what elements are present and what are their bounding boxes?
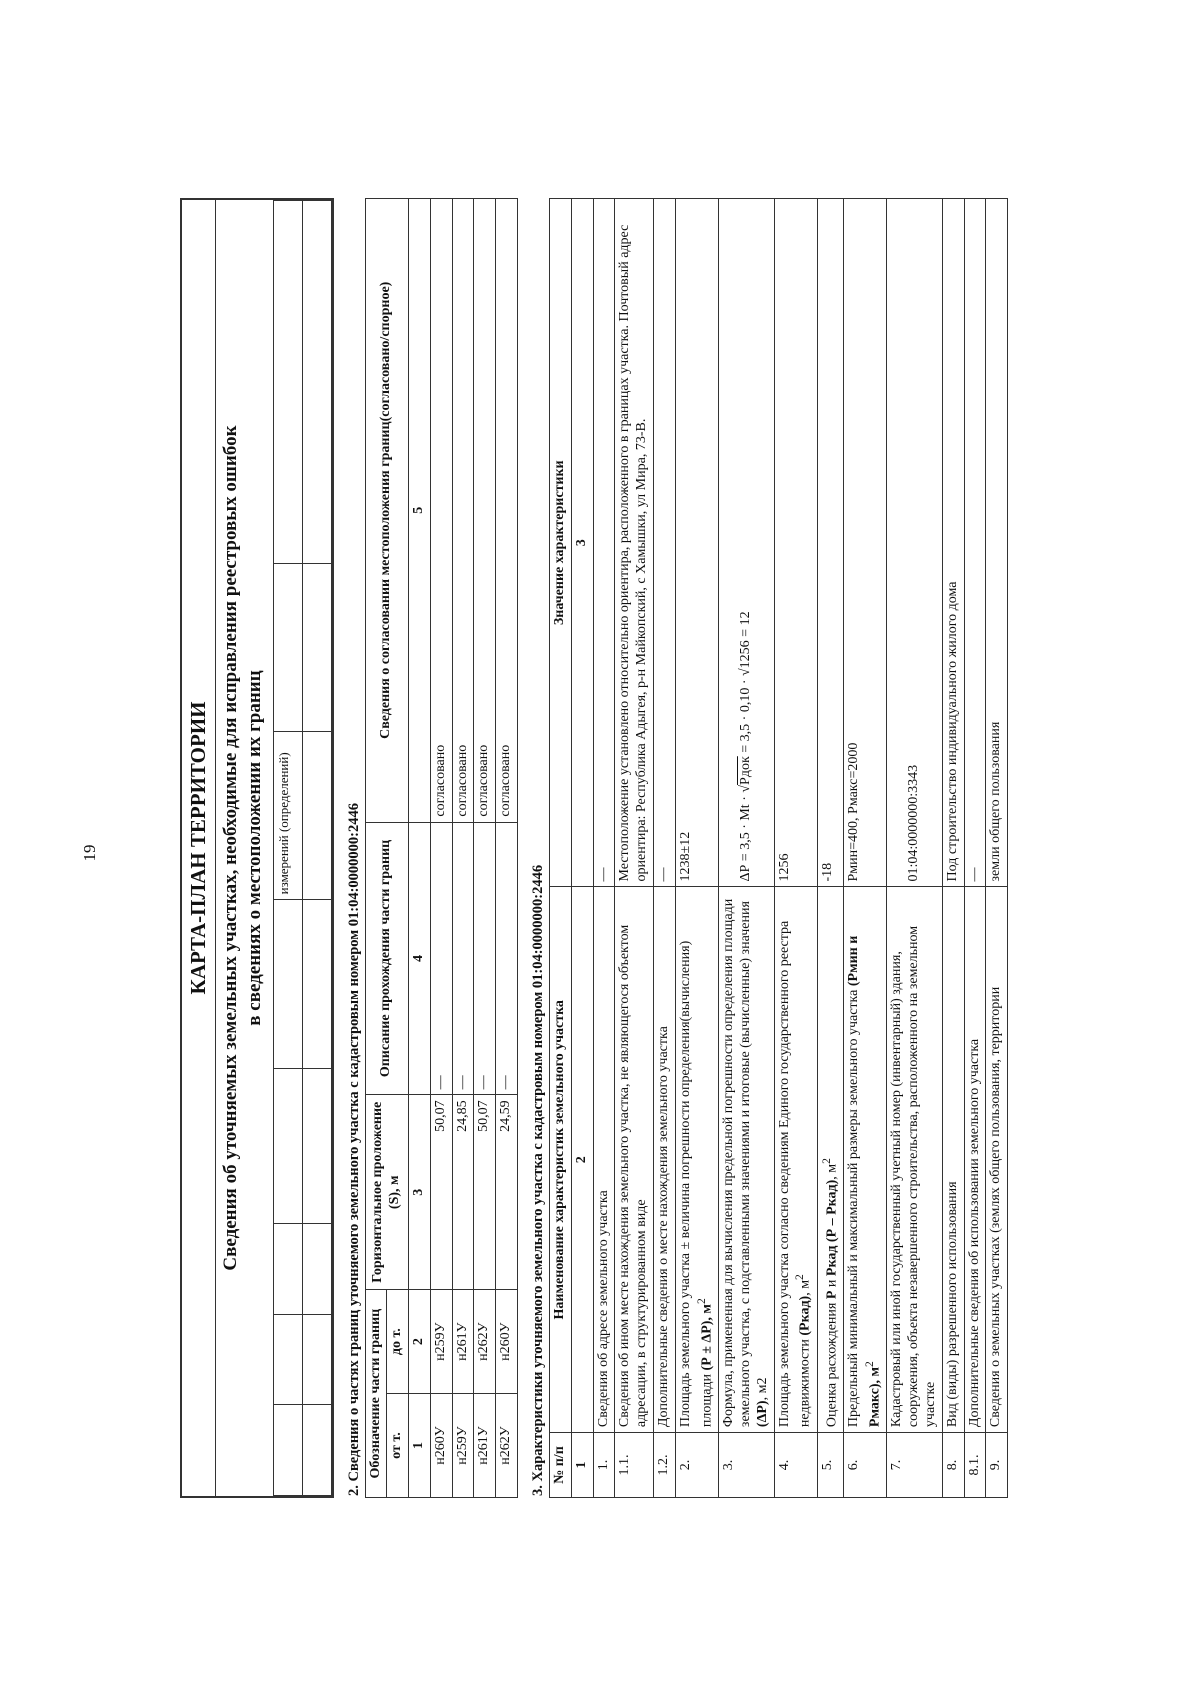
characteristic-value: 1256 xyxy=(774,199,817,887)
characteristic-name: Оценка расхождения Р и Ркад (Р – Ркад), $м^2$ xyxy=(817,887,843,1433)
horizontal-value: 50,07 xyxy=(430,1095,452,1290)
num-header: № п/п xyxy=(550,1433,572,1498)
table-row xyxy=(964,199,986,1498)
characteristic-value: земли общего пользования xyxy=(986,199,1008,887)
row-number: 8.1. xyxy=(964,1433,986,1498)
description-value: — xyxy=(430,822,452,1095)
table-row xyxy=(496,199,518,1498)
boundary-parts-table xyxy=(365,198,519,1498)
approval-value: согласовано xyxy=(474,199,496,823)
characteristic-value: Под строительство индивидуального жилого дома xyxy=(942,199,964,887)
top-fragment-grid xyxy=(273,200,332,1496)
row-number: 6. xyxy=(844,1433,887,1498)
name-bold: Р xyxy=(824,1290,840,1300)
name-bold: (Рмин и Рмакс), м xyxy=(846,935,883,1428)
description-value: — xyxy=(496,822,518,1095)
table-row xyxy=(844,199,887,1498)
table-row xyxy=(474,199,496,1498)
row-number: 1.2. xyxy=(654,1433,676,1498)
characteristic-value xyxy=(719,199,774,887)
characteristic-value: — xyxy=(654,199,676,887)
characteristic-value: Местоположение установлено относительно ориентира, расположенного в границах участка. Почтовый адрес ориентира: Республика Адыгея, р-н Майкопский, с Хамышки, ул Мира, 73-В. xyxy=(615,199,654,887)
name-unit: , м xyxy=(824,1163,840,1180)
col-number: 1 xyxy=(409,1394,431,1498)
table-row xyxy=(654,199,676,1498)
section3-title: 3. Характеристики уточняемого земельного участка с кадастровым номером 01:04:0000000:2446 xyxy=(530,864,547,1496)
characteristic-value: 1238±12 xyxy=(675,199,718,887)
name-text: Предельный минимальный и максимальный размеры земельного участка xyxy=(846,986,862,1428)
table-row xyxy=(675,199,718,1498)
subtitle-line-2: в сведениях о местоположении их границ xyxy=(243,670,265,1026)
header-block xyxy=(180,198,334,1498)
subtitle-line-1: Сведения об уточняемых земельных участках, необходимые для исправления реестровых ошибок xyxy=(220,425,241,1271)
from-point: н259У xyxy=(452,1394,474,1498)
characteristic-value: — xyxy=(593,199,615,887)
table-row xyxy=(593,199,615,1498)
row-number: 2. xyxy=(675,1433,718,1498)
page-number: 19 xyxy=(80,844,99,862)
characteristic-value: -18 xyxy=(817,199,843,887)
name-unit: , м xyxy=(797,1279,813,1296)
characteristic-name: Сведения о земельных участках (землях общего пользования, территории xyxy=(986,887,1008,1433)
table-row xyxy=(986,199,1008,1498)
row-number: 9. xyxy=(986,1433,1008,1498)
characteristic-name: Сведения об ином месте нахождения земельного участка, не являющегося объектом адресации, в структурированном виде xyxy=(615,887,654,1433)
approval-value: согласовано xyxy=(452,199,474,823)
row-number: 4. xyxy=(774,1433,817,1498)
row-number: 8. xyxy=(942,1433,964,1498)
description-header: Описание прохождения части границ xyxy=(365,822,409,1095)
to-point: н261У xyxy=(452,1290,474,1394)
name-header: Наименование характеристик земельного участка xyxy=(550,887,572,1433)
to-point: н260У xyxy=(496,1290,518,1394)
from-point: н262У xyxy=(496,1394,518,1498)
characteristic-value: Рмин=400, Рмакс=2000 xyxy=(844,199,887,887)
table-row xyxy=(430,199,452,1498)
name-text: и xyxy=(824,1276,840,1291)
col-number: 3 xyxy=(571,199,593,887)
characteristics-table xyxy=(549,198,1008,1498)
table-row xyxy=(817,199,843,1498)
name-text: Оценка расхождения xyxy=(824,1299,840,1428)
characteristic-name: Предельный минимальный и максимальный размеры земельного участка (Рмин и Рмакс), $м^2$ xyxy=(844,887,887,1433)
section2-title: 2. Сведения о частях границ уточняемого земельного участка с кадастровым номером 01:04:0000000:2446 xyxy=(345,803,362,1496)
characteristic-name xyxy=(719,887,774,1433)
characteristic-name: Кадастровый или иной государственный учетный номер (инвентарный) здания, сооружения, объекта незавершенного строительства, расположенного на земельном участке xyxy=(887,887,942,1433)
characteristic-name: Площадь земельного участка согласно сведениям Единого государственного реестра недвижимости (Ркад), $м^2$ xyxy=(774,887,817,1433)
measure-fragment: измерений (определений) xyxy=(273,732,302,900)
name-text: Площадь земельного участка ± величина погрешности определения(вычисления) площади xyxy=(677,940,715,1428)
value-header: Значение характеристики xyxy=(550,199,572,887)
to-header: до т. xyxy=(387,1290,409,1394)
characteristic-name: Дополнительные сведения об использовании земельного участка xyxy=(964,887,986,1433)
row-number: 1.1. xyxy=(615,1433,654,1498)
approval-value: согласовано xyxy=(430,199,452,823)
row-number: 3. xyxy=(719,1433,774,1498)
from-header: от т. xyxy=(387,1394,409,1498)
to-point: н259У xyxy=(430,1290,452,1394)
document-subtitle xyxy=(216,200,273,1496)
name-bold: Ркад (Р – Ркад) xyxy=(824,1179,840,1277)
characteristic-name: Сведения об адресе земельного участка xyxy=(593,887,615,1433)
characteristic-value: 01:04:0000000:3343 xyxy=(887,199,942,887)
from-point: н261У xyxy=(474,1394,496,1498)
name-bold: (ΔР) xyxy=(754,1400,770,1428)
table-row xyxy=(615,199,654,1498)
table-row xyxy=(452,199,474,1498)
rotated-document xyxy=(180,198,1045,1498)
horizontal-value: 24,59 xyxy=(496,1095,518,1290)
col-number: 1 xyxy=(571,1433,593,1498)
table-row xyxy=(719,199,774,1498)
horizontal-header: Горизонтальное проложение (S), м xyxy=(365,1095,409,1290)
name-bold: (Р ± ΔР), м xyxy=(699,1304,715,1371)
approval-value: согласовано xyxy=(496,199,518,823)
name-text: Площадь земельного участка согласно сведениям Единого государственного реестра недвижимости xyxy=(776,920,813,1428)
to-point: н262У xyxy=(474,1290,496,1394)
col-number: 2 xyxy=(571,887,593,1433)
table-row xyxy=(887,199,942,1498)
name-text: Формула, примененная для вычисления предельной погрешности определения площади земельного участка, с подставленными значениями и итоговые (вычисленные) значения xyxy=(721,898,753,1428)
name-bold: (Ркад) xyxy=(797,1295,813,1336)
name-unit: , м2 xyxy=(754,1377,770,1401)
col-number: 5 xyxy=(409,199,431,823)
table-row xyxy=(942,199,964,1498)
col-number: 3 xyxy=(409,1095,431,1290)
characteristic-name: Вид (виды) разрешенного использования xyxy=(942,887,964,1433)
from-point: н260У xyxy=(430,1394,452,1498)
formula-left: ΔР = 3,5 · Mt · √ xyxy=(737,784,753,882)
characteristic-name: Дополнительные сведения о месте нахождения земельного участка xyxy=(654,887,676,1433)
description-value: — xyxy=(452,822,474,1095)
row-number: 7. xyxy=(887,1433,942,1498)
approval-header: Сведения о согласовании местоположения границ(согласовано/спорное) xyxy=(365,199,409,823)
characteristic-value: — xyxy=(964,199,986,887)
row-number: 5. xyxy=(817,1433,843,1498)
formula-right: = 3,5 · 0,10 · √1256 = 12 xyxy=(737,611,753,757)
description-value: — xyxy=(474,822,496,1095)
row-number: 1. xyxy=(593,1433,615,1498)
horizontal-value: 50,07 xyxy=(474,1095,496,1290)
formula-radicand: Pдок xyxy=(737,756,753,785)
table-row xyxy=(774,199,817,1498)
document-title: КАРТА-ПЛАН ТЕРРИТОРИИ xyxy=(182,200,216,1496)
col-number: 2 xyxy=(409,1290,431,1394)
designation-header: Обозначение части границ xyxy=(365,1290,387,1498)
col-number: 4 xyxy=(409,822,431,1095)
horizontal-value: 24,85 xyxy=(452,1095,474,1290)
characteristic-name: Площадь земельного участка ± величина погрешности определения(вычисления) площади (Р ± ΔР), $м^2$ xyxy=(675,887,718,1433)
